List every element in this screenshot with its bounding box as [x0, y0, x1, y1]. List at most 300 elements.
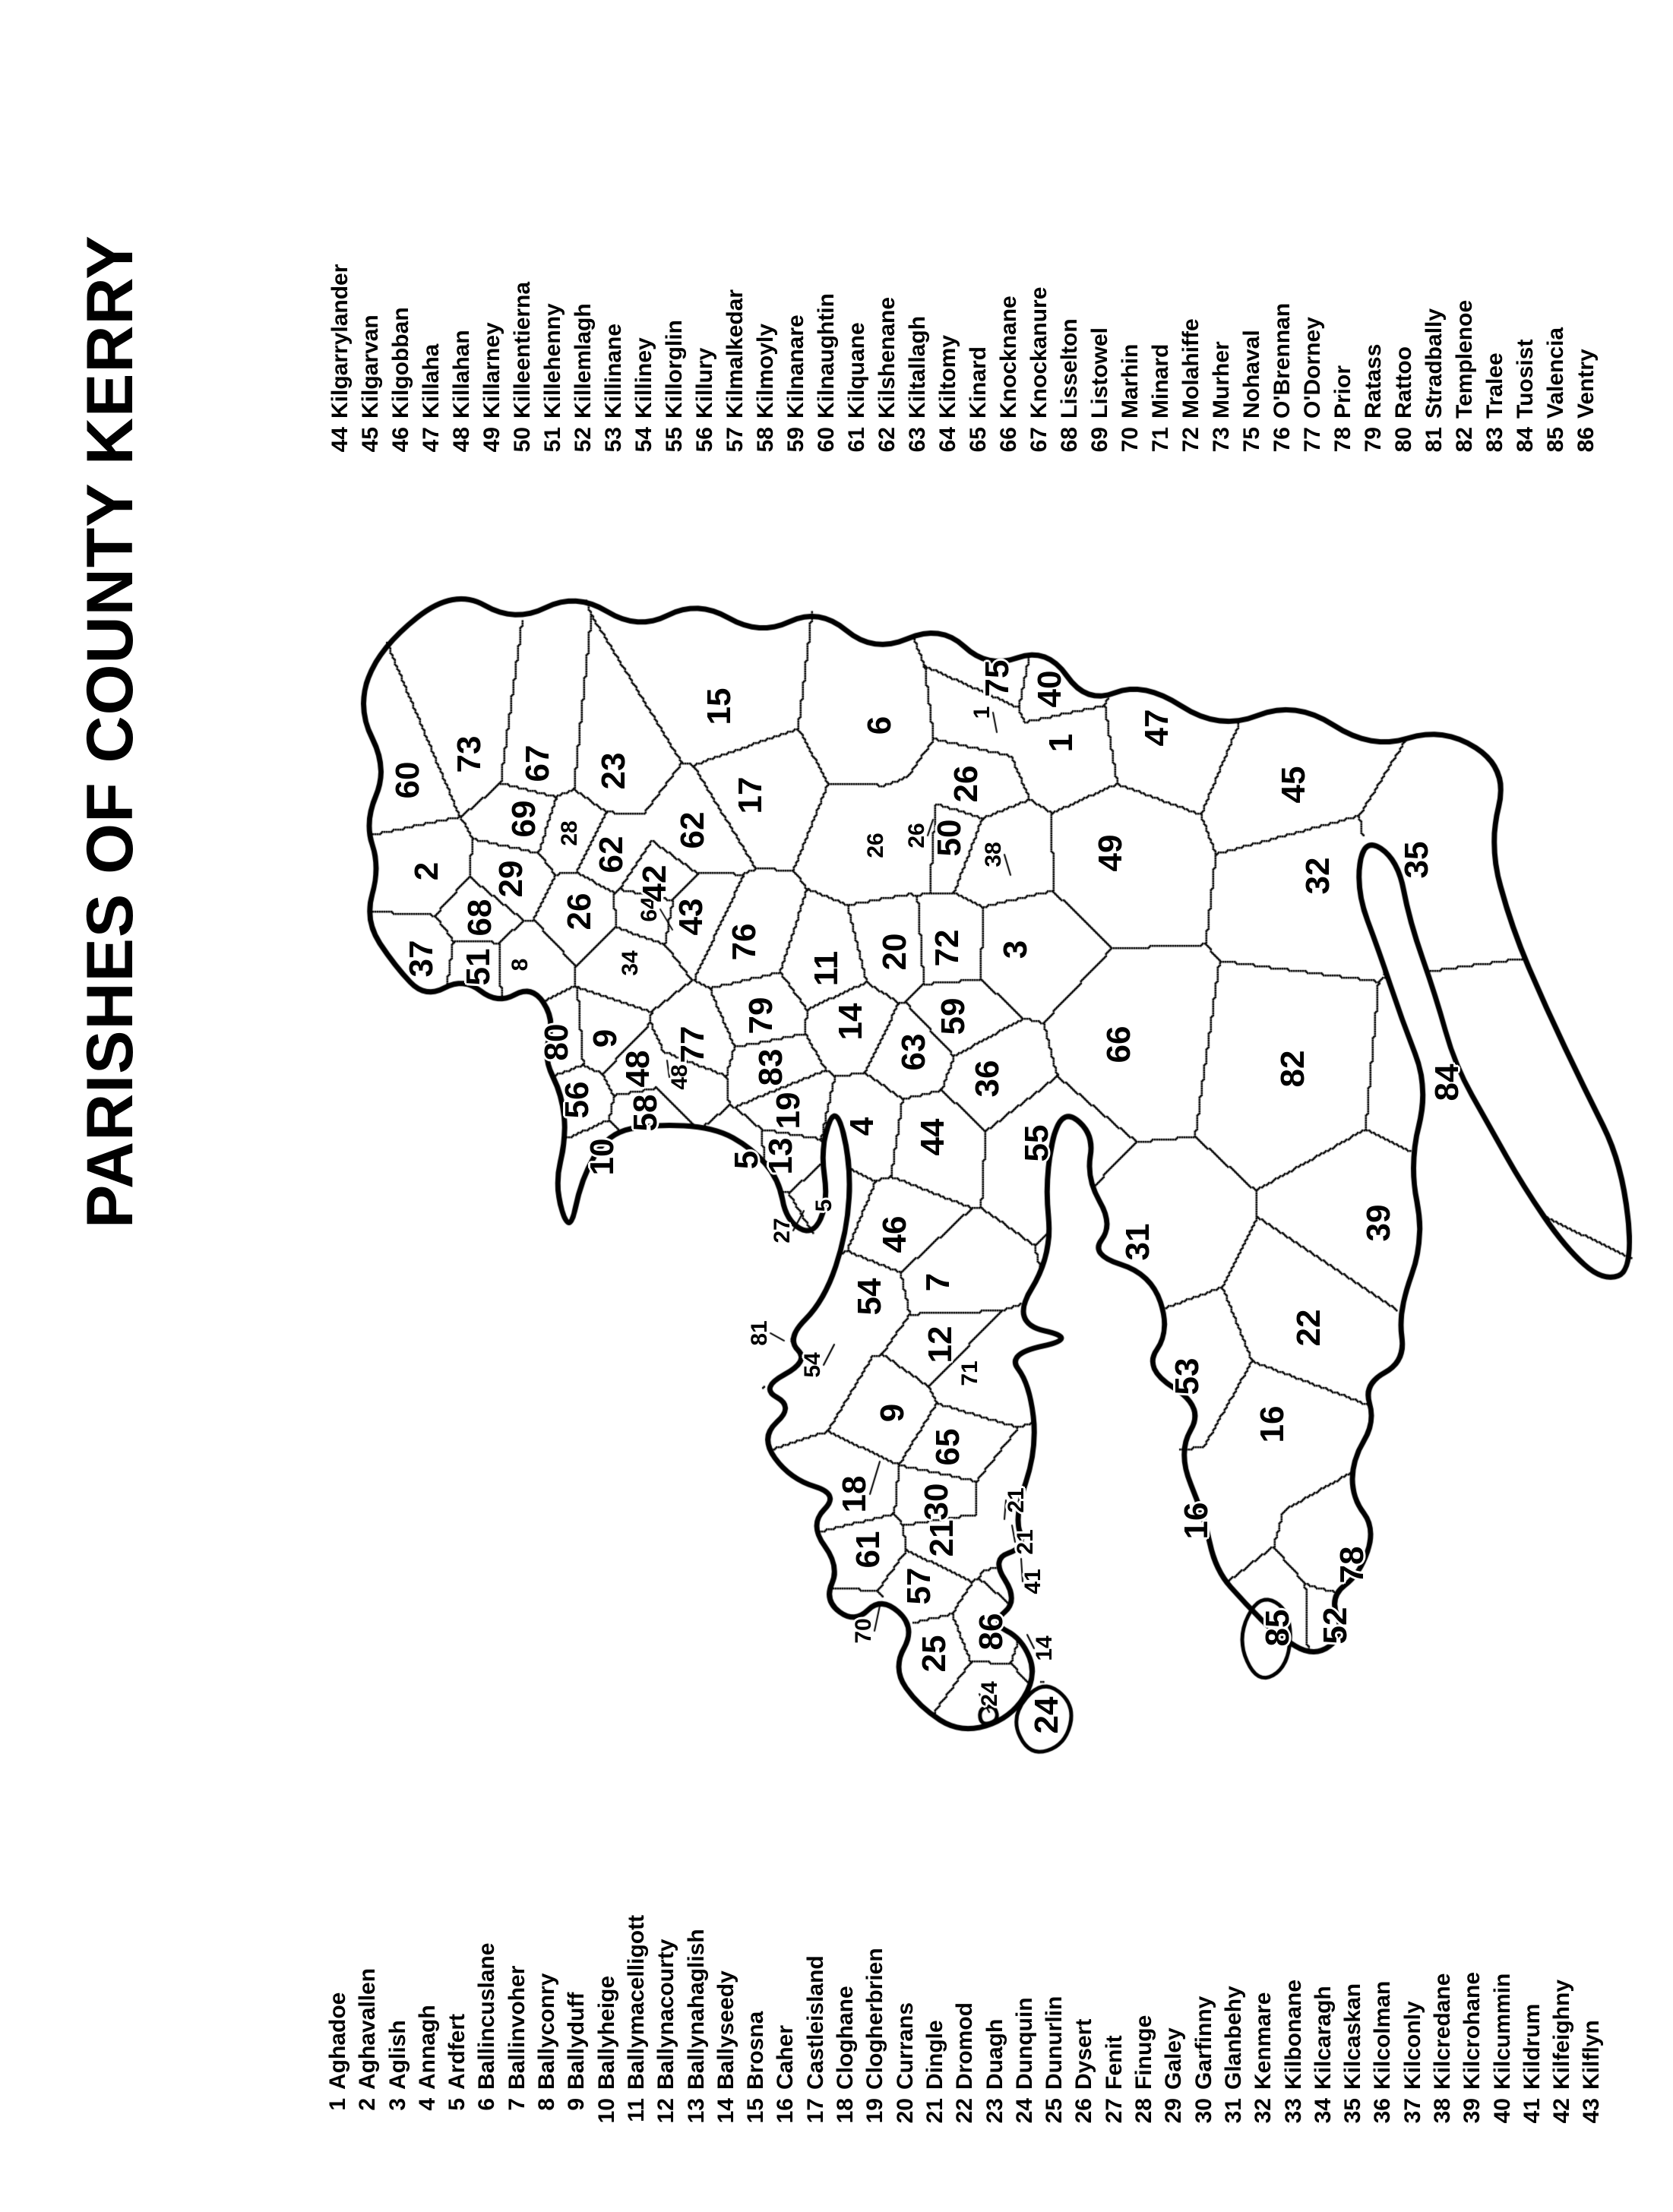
parish-map-number-34: 34	[618, 950, 643, 976]
legend-right-item-72	[1176, 264, 1207, 465]
parish-name: Clogherbrien	[862, 1948, 888, 2090]
parish-map-number-6: 6	[861, 716, 898, 735]
parish-name: Aghavallen	[355, 1967, 381, 2090]
parish-name: Currans	[892, 2002, 918, 2090]
parish-number: 48	[449, 427, 474, 453]
parish-name: Stradbally	[1422, 308, 1447, 419]
parish-number: 33	[1280, 2098, 1306, 2124]
parish-number: 78	[1330, 427, 1355, 453]
parish-number: 77	[1300, 427, 1325, 453]
parish-name: Killeentierna	[510, 281, 535, 419]
parish-name: Dromod	[952, 2002, 978, 2090]
parish-number: 58	[753, 427, 778, 453]
parish-name: Kilcredane	[1429, 1973, 1455, 2090]
parish-map-number-84: 84	[1428, 1063, 1466, 1101]
parish-name: Dunquin	[1011, 1997, 1037, 2090]
parish-map-number-26: 26	[561, 893, 598, 931]
parish-map-number-61: 61	[849, 1531, 887, 1569]
parish-number: 28	[1131, 2098, 1157, 2124]
parish-number: 49	[479, 427, 504, 453]
parish-map-number-47: 47	[1138, 709, 1175, 747]
parish-map-number-38: 38	[981, 842, 1006, 867]
parish-name: Kilcolman	[1370, 1980, 1396, 2090]
parish-number: 16	[773, 2098, 799, 2124]
parish-number: 85	[1543, 427, 1568, 453]
parish-map-number-28: 28	[557, 820, 582, 846]
parish-map-number-15: 15	[701, 687, 738, 725]
legend-right-item-54	[629, 264, 659, 465]
parish-name: Valencia	[1543, 327, 1568, 419]
parish-number: 42	[1549, 2098, 1575, 2124]
legend-left-item-21	[920, 1915, 950, 2136]
legend-right-item-76	[1267, 264, 1298, 465]
parish-name: Kiltallagh	[905, 315, 930, 419]
parish-name: Kilcaragh	[1310, 1986, 1336, 2090]
parish-name: Killury	[692, 347, 717, 419]
parish-number: 36	[1370, 2098, 1396, 2124]
parish-name: Ballymacelligott	[623, 1914, 649, 2090]
legend-left-item-19	[860, 1915, 890, 2136]
parish-map-number-58: 58	[627, 1094, 664, 1132]
parish-number: 12	[653, 2098, 679, 2124]
legend-right-item-49	[477, 264, 508, 465]
legend-left-item-39	[1457, 1915, 1487, 2136]
parish-map-number-10: 10	[583, 1138, 621, 1176]
legend-right-item-63	[903, 264, 933, 465]
parish-name: Kilflyn	[1579, 2020, 1605, 2090]
parish-map-number-73: 73	[451, 735, 488, 773]
parish-map-number-5: 5	[811, 1199, 836, 1212]
legend-left-item-35	[1338, 1915, 1368, 2136]
parish-number: 20	[892, 2098, 918, 2124]
parish-map-number-59: 59	[935, 997, 972, 1035]
parish-map-number-5: 5	[728, 1150, 765, 1170]
parish-number: 30	[1191, 2098, 1216, 2124]
legend-left-item-4	[413, 1915, 442, 2136]
parish-name: Kiltomy	[935, 334, 960, 419]
legend-right-item-80	[1389, 264, 1419, 465]
parish-map-number-48: 48	[667, 1064, 692, 1090]
parish-name: Dingle	[922, 2020, 947, 2090]
parish-name: Kilbonane	[1280, 1979, 1306, 2090]
parish-number: 14	[713, 2098, 738, 2124]
parish-number: 50	[510, 427, 535, 453]
parish-name: Ballynacourty	[653, 1939, 679, 2090]
parish-name: Lisselton	[1057, 318, 1082, 419]
parish-map-number-21: 21	[1013, 1529, 1038, 1555]
legend-left-item-10	[592, 1915, 621, 2136]
parish-map-number-71: 71	[957, 1360, 982, 1386]
parish-map-number-16: 16	[1178, 1502, 1215, 1540]
legend-right-item-68	[1055, 264, 1085, 465]
parish-number: 71	[1148, 427, 1173, 453]
parish-map-number-65: 65	[929, 1428, 966, 1466]
legend-left-item-29	[1159, 1915, 1188, 2136]
parish-number: 73	[1209, 427, 1234, 453]
parish-number: 24	[1011, 2098, 1037, 2124]
parish-name: Ratass	[1361, 343, 1386, 419]
parish-name: Garfinny	[1191, 1996, 1216, 2090]
parish-map-number-26: 26	[904, 823, 929, 848]
legend-right-item-44	[325, 264, 356, 465]
legend-right-item-62	[872, 264, 903, 465]
legend-left-item-38	[1428, 1915, 1457, 2136]
parish-number: 7	[504, 2098, 530, 2111]
parish-number: 57	[723, 427, 748, 453]
parish-name: Kilnaughtin	[814, 293, 839, 419]
legend-left-item-11	[621, 1915, 651, 2136]
legend-right-item-52	[568, 264, 599, 465]
parish-number: 8	[534, 2098, 560, 2111]
parish-map-number-79: 79	[742, 997, 780, 1035]
parish-name: Galey	[1161, 2027, 1187, 2090]
parish-number: 63	[905, 427, 930, 453]
parish-number: 59	[783, 427, 808, 453]
parish-number: 40	[1489, 2098, 1515, 2124]
parish-number: 52	[571, 427, 596, 453]
legend-left-item-23	[980, 1915, 1010, 2136]
parish-number: 31	[1220, 2098, 1246, 2124]
parish-number: 70	[1118, 427, 1143, 453]
parish-map-number-49: 49	[1092, 834, 1129, 872]
parish-number: 39	[1460, 2098, 1485, 2124]
parish-map-number-69: 69	[505, 800, 542, 838]
legend-left-item-37	[1398, 1915, 1428, 2136]
parish-number: 46	[388, 427, 413, 453]
parish-map-number-72: 72	[928, 929, 966, 967]
parish-number: 38	[1429, 2098, 1455, 2124]
parish-name: Dunurlin	[1042, 1996, 1067, 2090]
parish-map-number-68: 68	[461, 899, 498, 937]
parish-number: 22	[952, 2098, 978, 2124]
legend-right-item-86	[1571, 264, 1602, 465]
parish-number: 82	[1452, 427, 1477, 453]
legend-right-item-55	[659, 264, 690, 465]
parish-map-number-24: 24	[1028, 1696, 1065, 1734]
parish-name: Killiney	[631, 337, 656, 419]
parish-map-number-54: 54	[800, 1352, 825, 1378]
parish-name: Nohaval	[1239, 330, 1264, 419]
parish-name: Killaha	[419, 343, 444, 419]
parish-map-number-63: 63	[895, 1033, 932, 1071]
parish-name: Brosna	[743, 2011, 769, 2090]
parish-name: Killahan	[449, 330, 474, 419]
parish-map-number-62: 62	[593, 836, 630, 874]
parish-name: Kilconly	[1399, 2001, 1425, 2090]
parish-map-number-26: 26	[947, 765, 985, 803]
parish-name: Killehenny	[540, 303, 565, 419]
parish-map-number-54: 54	[851, 1278, 888, 1316]
legend-left-item-43	[1577, 1915, 1606, 2136]
parish-map-number-19: 19	[770, 1092, 807, 1130]
legend-list-parishes-44-86	[325, 264, 1602, 465]
parish-map-number-44: 44	[914, 1118, 951, 1156]
legend-right-item-61	[842, 264, 872, 465]
parish-name: Killorglin	[662, 320, 687, 419]
parish-number: 17	[802, 2098, 828, 2124]
parish-name: Kilcrohane	[1460, 1971, 1485, 2090]
parish-map-number-43: 43	[672, 898, 710, 936]
legend-right-item-66	[994, 264, 1024, 465]
parish-name: Kildrum	[1519, 2003, 1545, 2090]
parish-map-number-39: 39	[1360, 1204, 1397, 1242]
parish-name: Kilfeighny	[1549, 1979, 1575, 2090]
legend-right-item-75	[1237, 264, 1267, 465]
parish-name: O'Dorney	[1300, 317, 1325, 419]
parish-map-number-78: 78	[1333, 1546, 1371, 1584]
legend-right-item-47	[416, 264, 447, 465]
parish-number: 2	[355, 2098, 381, 2111]
parish-name: Knocknane	[996, 295, 1021, 419]
parish-map-number-12: 12	[922, 1326, 959, 1364]
parish-name: Tralee	[1482, 352, 1507, 419]
legend-left-item-2	[353, 1915, 382, 2136]
parish-number: 60	[814, 427, 839, 453]
parish-map-number-11: 11	[808, 950, 845, 987]
legend-left-item-1	[323, 1915, 353, 2136]
parish-map-number-31: 31	[1119, 1223, 1156, 1261]
parish-map-number-35: 35	[1398, 841, 1435, 879]
parish-name: Ballyconry	[534, 1973, 560, 2090]
parish-number: 43	[1579, 2098, 1605, 2124]
parish-name: Ballinvoher	[504, 1965, 530, 2090]
parish-map-number-40: 40	[1031, 670, 1068, 708]
legend-list-parishes-1-43	[323, 1915, 1607, 2136]
parish-number: 81	[1422, 427, 1447, 453]
parish-map-number-52: 52	[1317, 1607, 1354, 1645]
parish-map-number-81: 81	[747, 1320, 772, 1346]
parish-map-number-22: 22	[1290, 1309, 1327, 1347]
legend-right-item-67	[1024, 264, 1055, 465]
parish-name: Cloghane	[833, 1986, 859, 2090]
parish-number: 61	[844, 427, 869, 453]
parish-number: 4	[414, 2098, 440, 2111]
parish-map-number-55: 55	[1018, 1124, 1055, 1162]
parish-name: Caher	[773, 2024, 799, 2090]
parish-number: 54	[631, 427, 656, 453]
parish-map-number-17: 17	[732, 776, 769, 814]
parish-name: Kilmalkedar	[723, 289, 748, 419]
parish-map-number-82: 82	[1274, 1050, 1311, 1088]
parish-name: Kilgarrylander	[327, 264, 353, 419]
legend-left-item-3	[383, 1915, 413, 2136]
parish-name: Listowel	[1087, 327, 1112, 419]
legend-left-item-31	[1219, 1915, 1248, 2136]
legend-right-item-82	[1450, 264, 1480, 465]
parish-number: 10	[593, 2098, 619, 2124]
parish-map-number-20: 20	[876, 933, 913, 971]
parish-name: Kinard	[966, 346, 991, 419]
legend-left-item-17	[801, 1915, 830, 2136]
legend-left-item-42	[1547, 1915, 1577, 2136]
parish-number: 79	[1361, 427, 1386, 453]
parish-map-number-66: 66	[1100, 1025, 1137, 1063]
parish-name: Rattoo	[1391, 346, 1416, 419]
parish-number: 80	[1391, 427, 1416, 453]
parish-number: 83	[1482, 427, 1507, 453]
parish-number: 66	[996, 427, 1021, 453]
legend-left-item-41	[1517, 1915, 1547, 2136]
parish-name: Kilcummin	[1489, 1973, 1515, 2090]
parish-number: 34	[1310, 2098, 1336, 2124]
parish-map-number-7: 7	[919, 1272, 957, 1292]
parish-number: 55	[662, 427, 687, 453]
parish-name: Murher	[1209, 341, 1234, 419]
legend-right-item-85	[1541, 264, 1571, 465]
legend-left-item-32	[1248, 1915, 1278, 2136]
legend-right-item-73	[1207, 264, 1237, 465]
parish-number: 72	[1178, 427, 1203, 453]
parish-number: 44	[327, 427, 353, 453]
parish-map-number-14: 14	[1032, 1635, 1057, 1661]
parish-name: Dysert	[1071, 2018, 1097, 2090]
legend-left-item-20	[890, 1915, 920, 2136]
legend-left-item-36	[1368, 1915, 1397, 2136]
legend-right-item-48	[447, 264, 477, 465]
parish-name: Kilquane	[844, 322, 869, 419]
parish-name: Finuge	[1131, 2014, 1157, 2090]
parish-number: 21	[922, 2098, 947, 2124]
parish-map-number-1: 1	[1042, 733, 1080, 753]
parish-name: Ballincuslane	[474, 1942, 500, 2090]
legend-right-item-58	[751, 264, 781, 465]
parish-map-number-50: 50	[931, 819, 968, 857]
parish-number: 1	[325, 2098, 350, 2111]
parish-name: Aglish	[384, 2020, 410, 2090]
legend-left-item-9	[561, 1915, 591, 2136]
parish-number: 69	[1087, 427, 1112, 453]
parish-name: Killarney	[479, 322, 504, 419]
parish-name: Castleisland	[802, 1955, 828, 2090]
parish-name: Templenoe	[1452, 299, 1477, 419]
legend-right-item-45	[356, 264, 386, 465]
legend-left-item-14	[711, 1915, 741, 2136]
parish-name: Molahiffe	[1178, 318, 1203, 419]
legend-right-item-78	[1328, 264, 1358, 465]
legend-left-item-12	[651, 1915, 681, 2136]
parish-name: Tuosist	[1513, 339, 1538, 419]
legend-right-item-56	[690, 264, 720, 465]
parish-number: 11	[623, 2098, 649, 2122]
legend-right-item-60	[811, 264, 842, 465]
parish-number: 53	[601, 427, 626, 453]
legend-right-item-70	[1115, 264, 1146, 465]
parish-map-number-9: 9	[874, 1403, 911, 1423]
legend-right-item-84	[1510, 264, 1541, 465]
parish-name: Ardfert	[444, 2013, 470, 2090]
parish-map-number-30: 30	[918, 1483, 955, 1521]
legend-left-item-26	[1069, 1915, 1099, 2136]
parish-name: Prior	[1330, 365, 1355, 419]
parish-map-number-1: 1	[969, 706, 995, 719]
parish-name: Kilgobban	[388, 307, 413, 419]
parish-map-number-76: 76	[726, 923, 763, 961]
parish-map-number-23: 23	[595, 752, 632, 790]
parish-map-number-21: 21	[923, 1519, 960, 1557]
parish-map-number-67: 67	[519, 744, 556, 782]
legend-left-item-16	[770, 1915, 800, 2136]
parish-map-number-29: 29	[492, 860, 530, 898]
parish-map-number-85: 85	[1259, 1609, 1296, 1647]
legend-left-item-13	[682, 1915, 711, 2136]
legend-left-item-33	[1279, 1915, 1308, 2136]
parish-name: Ballyseedy	[713, 1970, 738, 2090]
parish-map-number-13: 13	[762, 1137, 799, 1175]
parish-map-number-77: 77	[674, 1025, 711, 1063]
parish-map-number-37: 37	[403, 940, 440, 978]
legend-right-item-71	[1146, 264, 1176, 465]
parish-number: 29	[1161, 2098, 1187, 2124]
parish-number: 62	[874, 427, 900, 453]
parish-number: 67	[1026, 427, 1052, 453]
legend-right-item-69	[1085, 264, 1115, 465]
legend-left-item-25	[1039, 1915, 1069, 2136]
parish-number: 9	[564, 2098, 590, 2111]
parish-name: Ballyduff	[564, 1992, 590, 2090]
parish-number: 45	[358, 427, 383, 453]
parish-name: Killinane	[601, 323, 626, 419]
legend-left-item-28	[1129, 1915, 1159, 2136]
parish-number: 32	[1251, 2098, 1276, 2124]
parish-map-number-16: 16	[1254, 1405, 1291, 1443]
parish-number: 65	[966, 427, 991, 453]
parish-number: 84	[1513, 427, 1538, 453]
parish-number: 25	[1042, 2098, 1067, 2124]
parish-name: Kilnanare	[783, 314, 808, 419]
parish-number: 35	[1340, 2098, 1366, 2124]
parish-number: 18	[833, 2098, 859, 2124]
parish-name: Fenit	[1101, 2035, 1127, 2090]
parish-name: Kilcaskan	[1340, 1983, 1366, 2090]
parish-name: Marhin	[1118, 343, 1143, 419]
parish-map-number-21: 21	[1004, 1487, 1029, 1513]
legend-right-item-64	[933, 264, 963, 465]
legend-left-item-18	[830, 1915, 860, 2136]
legend-right-item-51	[538, 264, 568, 465]
parish-map-number-51: 51	[460, 948, 497, 986]
legend-right-item-57	[720, 264, 751, 465]
parish-map-number-57: 57	[900, 1567, 938, 1605]
parish-name: Killemlagh	[571, 303, 596, 419]
parish-map-number-53: 53	[1169, 1357, 1206, 1395]
legend-left-item-27	[1099, 1915, 1129, 2136]
parish-name: Kilgarvan	[358, 314, 383, 419]
parish-number: 41	[1519, 2098, 1545, 2124]
parish-name: Ballyheige	[593, 1975, 619, 2090]
parish-number: 51	[540, 427, 565, 453]
parish-map-number-14: 14	[832, 1003, 869, 1041]
parish-number: 75	[1239, 427, 1264, 453]
legend-right-item-50	[508, 264, 538, 465]
parish-map-number-26: 26	[863, 833, 888, 858]
parish-map-number-86: 86	[972, 1613, 1010, 1651]
legend-right-item-79	[1358, 264, 1389, 465]
parish-number: 47	[419, 427, 444, 453]
legend-left-item-15	[741, 1915, 770, 2136]
legend-right-item-77	[1298, 264, 1328, 465]
parish-map-number-36: 36	[969, 1060, 1006, 1098]
parish-number: 37	[1399, 2098, 1425, 2124]
legend-right-item-83	[1480, 264, 1510, 465]
parish-number: 19	[862, 2098, 888, 2124]
parish-map-number-8: 8	[508, 958, 533, 972]
parish-map-number-42: 42	[636, 864, 673, 902]
legend-right-item-65	[963, 264, 994, 465]
legend-left-item-6	[472, 1915, 501, 2136]
parish-name: Glanbehy	[1220, 1986, 1246, 2090]
parish-name: Kilmoyly	[753, 323, 778, 419]
parish-number: 5	[444, 2098, 470, 2111]
